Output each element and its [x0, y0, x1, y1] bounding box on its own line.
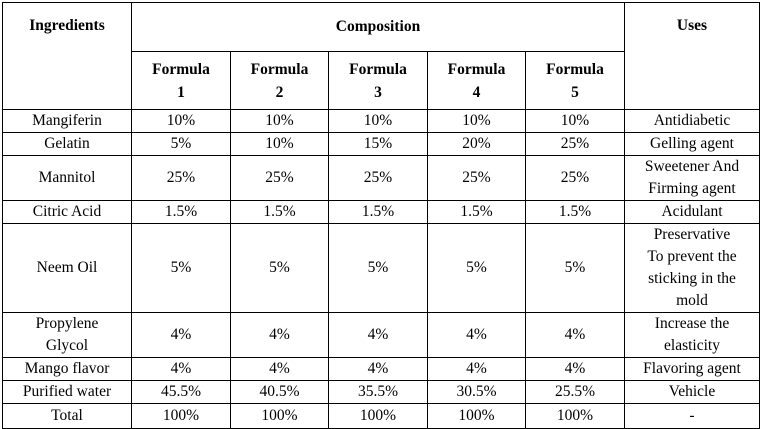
value-cell: 4% [526, 313, 625, 358]
ingredients-header: Ingredients [3, 3, 132, 110]
value-cell: 1.5% [428, 201, 526, 224]
value-cell: 100% [231, 404, 329, 429]
table-row [3, 404, 760, 429]
ingredient-cell: Mangiferin [3, 110, 132, 133]
value-cell: 35.5% [329, 381, 428, 404]
table-row [3, 201, 760, 224]
value-cell: 20% [428, 133, 526, 156]
value-cell: 30.5% [428, 381, 526, 404]
table-row [3, 110, 760, 133]
uses-cell: Acidulant [625, 201, 760, 224]
value-cell: 5% [428, 224, 526, 313]
uses-cell: - [625, 404, 760, 429]
value-cell: 4% [132, 313, 231, 358]
value-cell: 1.5% [526, 201, 625, 224]
value-cell: 100% [329, 404, 428, 429]
value-cell: 5% [526, 224, 625, 313]
uses-cell: Flavoring agent [625, 358, 760, 381]
value-cell: 45.5% [132, 381, 231, 404]
table-row [3, 156, 760, 201]
value-cell: 4% [329, 313, 428, 358]
composition-header: Composition [132, 3, 625, 52]
header-row [3, 3, 760, 52]
value-cell: 100% [132, 404, 231, 429]
value-cell: 5% [132, 133, 231, 156]
value-cell: 10% [428, 110, 526, 133]
value-cell: 4% [132, 358, 231, 381]
ingredient-cell: Citric Acid [3, 201, 132, 224]
value-cell: 4% [428, 313, 526, 358]
value-cell: 15% [329, 133, 428, 156]
uses-header: Uses [625, 3, 760, 110]
value-cell: 4% [428, 358, 526, 381]
value-cell: 1.5% [329, 201, 428, 224]
value-cell: 5% [329, 224, 428, 313]
value-cell: 25% [132, 156, 231, 201]
uses-cell: Sweetener And Firming agent [625, 156, 760, 201]
table-row [3, 358, 760, 381]
composition-table [2, 2, 760, 429]
value-cell: 40.5% [231, 381, 329, 404]
value-cell: 25% [526, 156, 625, 201]
uses-cell: Gelling agent [625, 133, 760, 156]
ingredient-cell: Mango flavor [3, 358, 132, 381]
ingredient-cell: Mannitol [3, 156, 132, 201]
value-cell: 100% [428, 404, 526, 429]
value-cell: 25% [231, 156, 329, 201]
ingredient-cell: Total [3, 404, 132, 429]
value-cell: 5% [231, 224, 329, 313]
table-row [3, 381, 760, 404]
formula-2-header: Formula 2 [231, 52, 329, 110]
value-cell: 10% [231, 110, 329, 133]
value-cell: 25.5% [526, 381, 625, 404]
value-cell: 1.5% [132, 201, 231, 224]
value-cell: 4% [231, 313, 329, 358]
value-cell: 25% [329, 156, 428, 201]
value-cell: 4% [329, 358, 428, 381]
value-cell: 10% [132, 110, 231, 133]
value-cell: 100% [526, 404, 625, 429]
ingredient-cell: Neem Oil [3, 224, 132, 313]
value-cell: 4% [526, 358, 625, 381]
table-row [3, 313, 760, 358]
uses-cell: Increase the elasticity [625, 313, 760, 358]
value-cell: 25% [526, 133, 625, 156]
value-cell: 10% [526, 110, 625, 133]
ingredient-cell: Purified water [3, 381, 132, 404]
uses-cell: Vehicle [625, 381, 760, 404]
value-cell: 1.5% [231, 201, 329, 224]
value-cell: 4% [231, 358, 329, 381]
uses-cell: Preservative To prevent the sticking in the mold [625, 224, 760, 313]
ingredient-cell: Gelatin [3, 133, 132, 156]
formula-1-header: Formula 1 [132, 52, 231, 110]
ingredient-cell: Propylene Glycol [3, 313, 132, 358]
uses-cell: Antidiabetic [625, 110, 760, 133]
table-row [3, 224, 760, 313]
formula-5-header: Formula 5 [526, 52, 625, 110]
formula-3-header: Formula 3 [329, 52, 428, 110]
value-cell: 10% [231, 133, 329, 156]
value-cell: 10% [329, 110, 428, 133]
formula-4-header: Formula 4 [428, 52, 526, 110]
value-cell: 25% [428, 156, 526, 201]
table-row [3, 133, 760, 156]
value-cell: 5% [132, 224, 231, 313]
